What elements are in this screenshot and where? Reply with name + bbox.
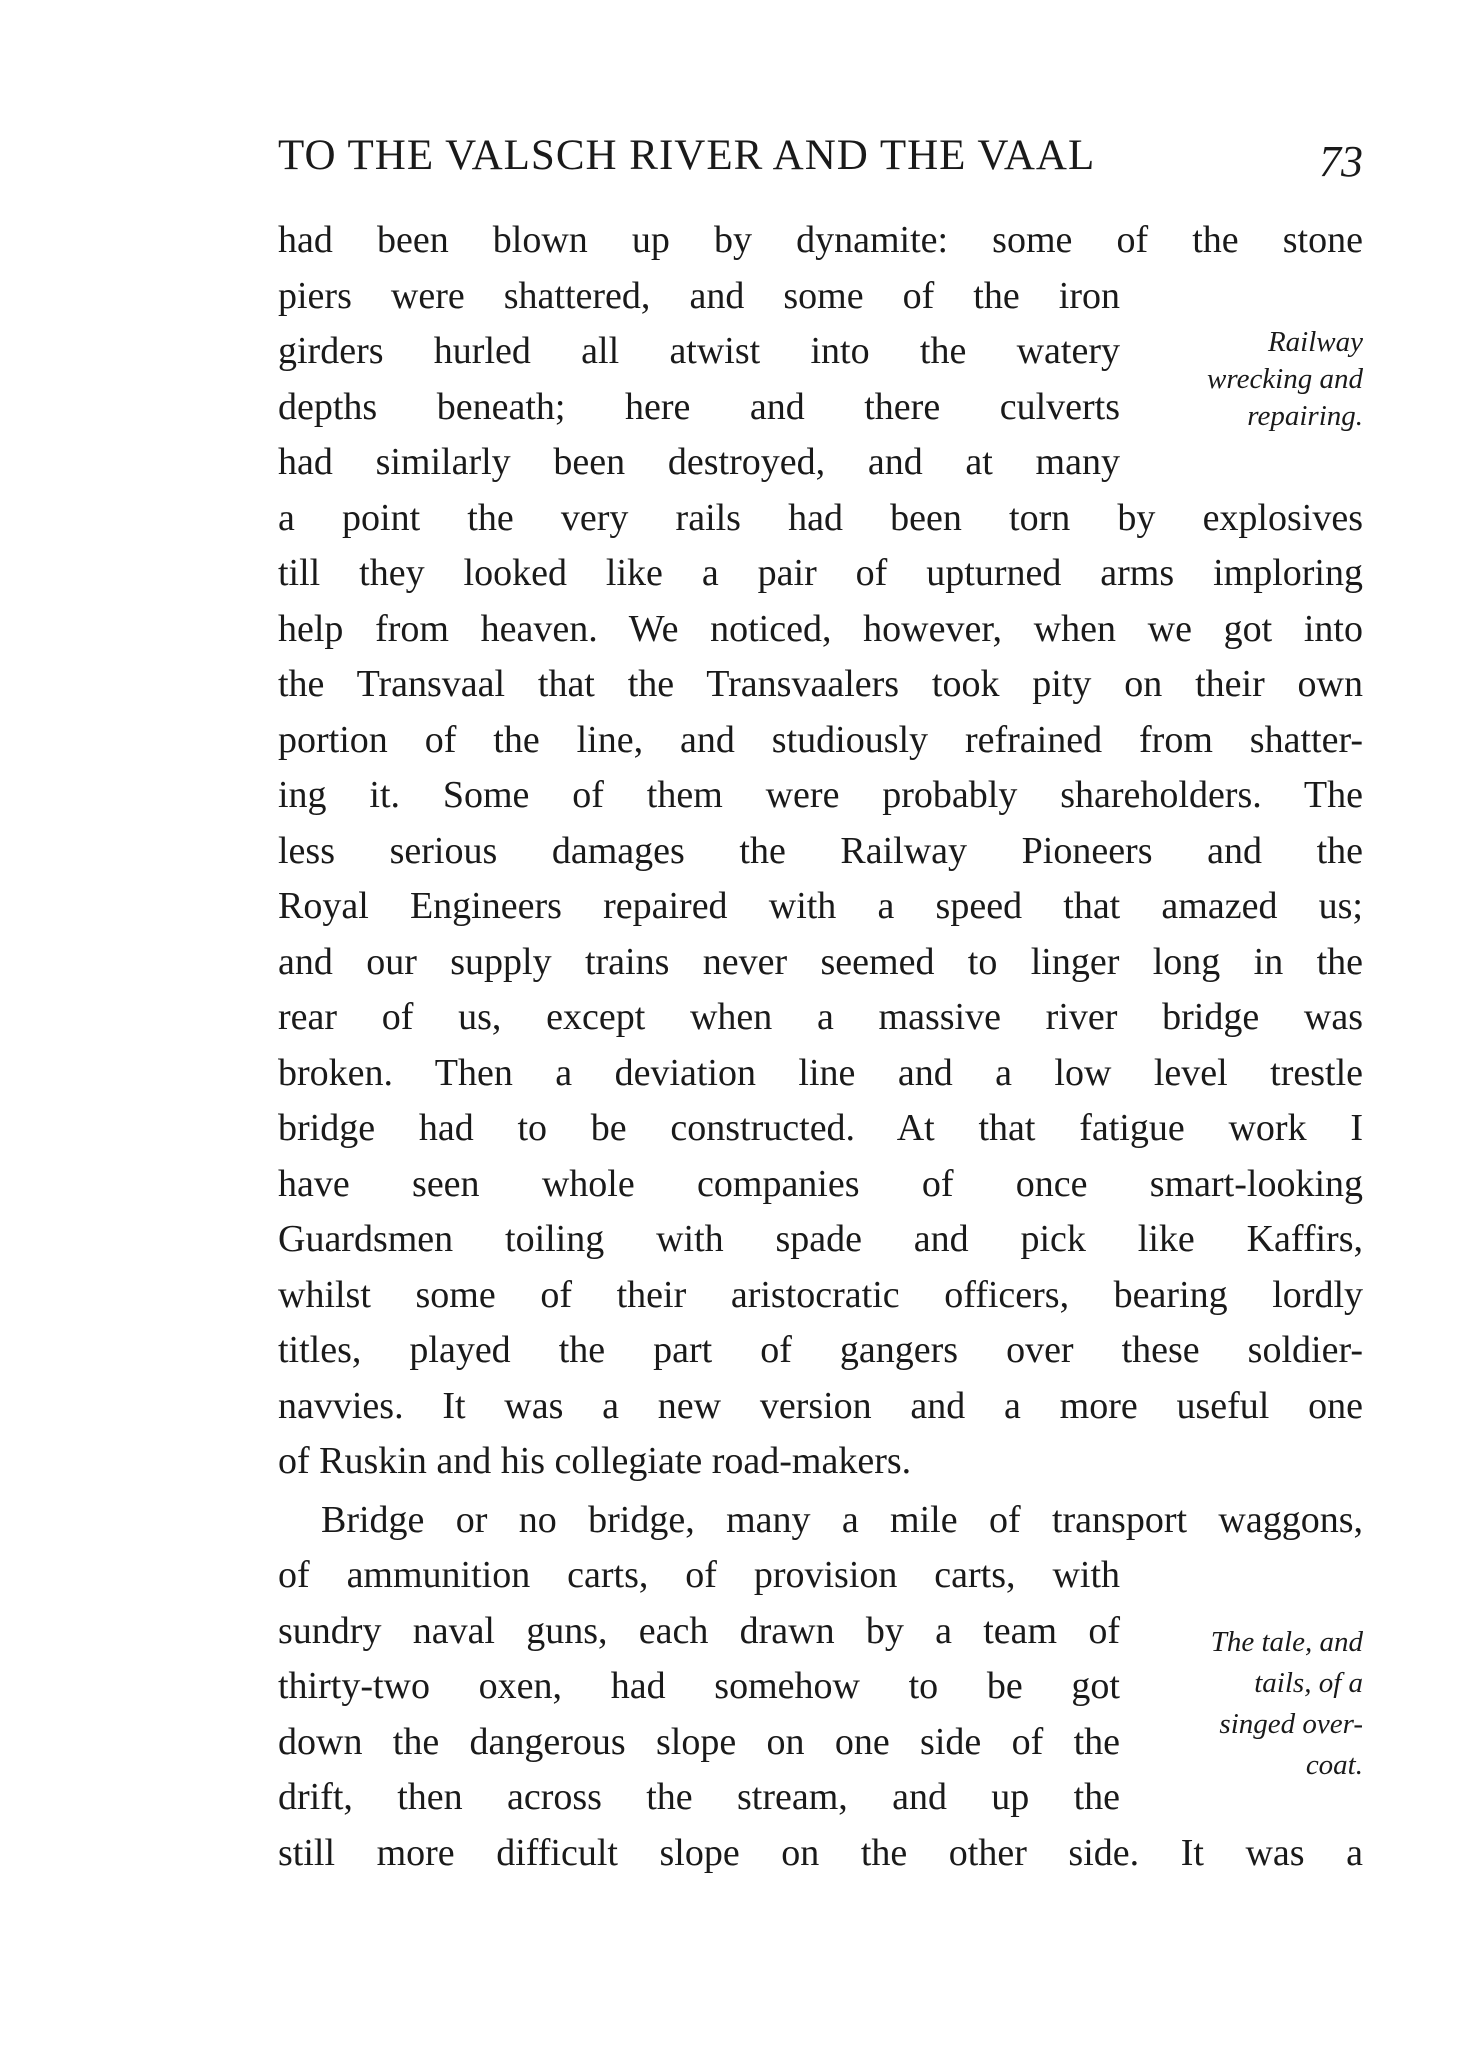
margin-note-line: singed over- <box>1219 1708 1363 1740</box>
text-line <box>278 1322 1363 1378</box>
text-line-content: bridge had to be constructed. At that fatigue work I <box>278 1107 1363 1149</box>
text-line <box>278 1100 1363 1156</box>
text-line-content: less serious damages the Railway Pioneers and the <box>278 829 1363 872</box>
margin-note-line: repairing. <box>1247 400 1363 432</box>
text-line-content: depths beneath; here and there culverts <box>278 385 1120 428</box>
text-line-content: girders hurled all atwist into the watery <box>278 330 1120 372</box>
text-line-content: thirty-two oxen, had somehow to be got <box>278 1665 1120 1707</box>
text-line <box>278 379 1120 435</box>
text-line <box>278 1714 1120 1770</box>
text-line <box>278 434 1120 490</box>
margin-note-line: The tale, and <box>1210 1626 1363 1658</box>
text-line <box>278 545 1363 601</box>
text-line <box>278 712 1363 768</box>
text-line-content: and our supply trains never seemed to linger long in the <box>278 940 1363 983</box>
text-line <box>278 1211 1363 1267</box>
text-line <box>278 989 1363 1045</box>
text-line <box>321 1492 1363 1548</box>
text-line <box>278 878 1363 934</box>
text-line-content: have seen whole companies of once smart-looking <box>278 1162 1363 1205</box>
text-line <box>278 1825 1363 1881</box>
running-header: TO THE VALSCH RIVER AND THE VAAL <box>278 132 1096 179</box>
margin-note-line: tails, of a <box>1254 1667 1363 1699</box>
text-line <box>278 212 1363 268</box>
text-line <box>278 767 1363 823</box>
text-line-content: till they looked like a pair of upturned arms imploring <box>278 552 1363 594</box>
text-line-content: of ammunition carts, of provision carts, with <box>278 1554 1120 1596</box>
text-line-content: the Transvaal that the Transvaalers took pity on their own <box>278 663 1363 705</box>
text-line <box>278 1603 1120 1659</box>
text-line <box>278 268 1120 324</box>
text-line-content: had similarly been destroyed, and at many <box>278 441 1120 483</box>
text-line <box>278 323 1120 379</box>
text-line <box>278 1156 1363 1212</box>
text-line-content: had been blown up by dynamite: some of the stone <box>278 219 1363 261</box>
text-line <box>278 490 1363 546</box>
text-line-content: sundry naval guns, each drawn by a team of <box>278 1609 1120 1652</box>
text-line-content: titles, played the part of gangers over these soldier- <box>278 1329 1363 1371</box>
page-number: 73 <box>1319 137 1363 186</box>
text-line <box>278 1267 1363 1323</box>
text-line-content: still more difficult slope on the other side. It was a <box>278 1831 1363 1874</box>
margin-note-line: wrecking and <box>1207 363 1363 395</box>
text-line <box>278 823 1363 879</box>
text-line <box>278 1045 1363 1101</box>
text-line-content: piers were shattered, and some of the iron <box>278 274 1120 317</box>
margin-note-overcoat <box>1211 1622 1363 1786</box>
text-line-content: help from heaven. We noticed, however, when we got into <box>278 607 1363 650</box>
margin-note-line: Railway <box>1267 326 1363 358</box>
text-line-content: portion of the line, and studiously refrained from shatter- <box>278 718 1363 761</box>
text-line <box>278 1378 1363 1434</box>
text-line <box>278 1433 1363 1489</box>
text-line-content: of Ruskin and his collegiate road-makers. <box>278 1440 912 1482</box>
text-line-content: navvies. It was a new version and a more useful one <box>278 1384 1363 1427</box>
text-line-content: Royal Engineers repaired with a speed that amazed us; <box>278 885 1363 927</box>
text-line <box>278 1769 1120 1825</box>
text-line-content: down the dangerous slope on one side of the <box>278 1720 1120 1763</box>
margin-note-railway <box>1207 322 1363 437</box>
text-line <box>278 1658 1120 1714</box>
text-line <box>278 656 1363 712</box>
text-line-content: Guardsmen toiling with spade and pick like Kaffirs, <box>278 1218 1363 1260</box>
text-line <box>278 934 1363 990</box>
text-line-content: drift, then across the stream, and up the <box>278 1776 1120 1818</box>
text-line-content: broken. Then a deviation line and a low level trestle <box>278 1051 1363 1094</box>
text-line-content: rear of us, except when a massive river bridge was <box>278 996 1363 1038</box>
text-line <box>278 601 1363 657</box>
text-line <box>278 1547 1120 1603</box>
text-line-content: Bridge or no bridge, many a mile of transport waggons, <box>321 1498 1363 1541</box>
text-line-content: ing it. Some of them were probably shareholders. The <box>278 774 1363 816</box>
text-line-content: whilst some of their aristocratic officers, bearing lordly <box>278 1273 1363 1316</box>
text-line-content: a point the very rails had been torn by explosives <box>278 496 1363 539</box>
margin-note-line: coat. <box>1305 1749 1363 1781</box>
